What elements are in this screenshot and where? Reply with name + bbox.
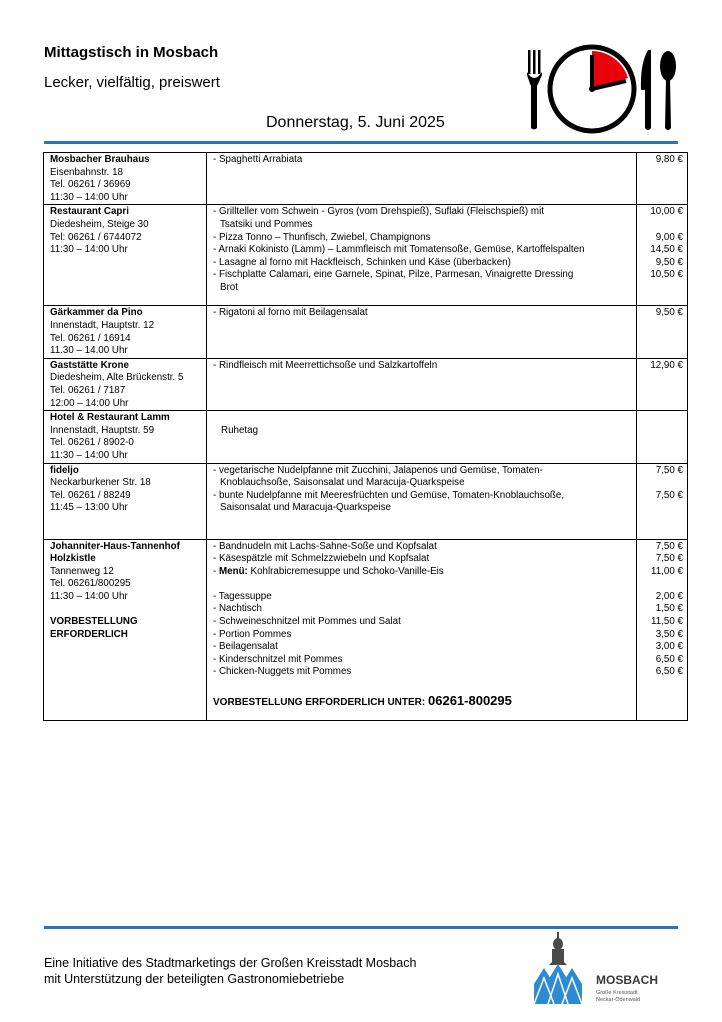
dish-price: 7,50 € [655, 553, 683, 565]
dish-price: 7,50 € [655, 464, 683, 476]
restaurant-address: Innenstadt, Hauptstr. 12 [50, 319, 155, 331]
restaurant-phone: Tel. 06261 / 8902-0 [50, 437, 134, 449]
restaurant-address: Innenstadt, Hauptstr. 59 [50, 424, 155, 436]
restaurant-phone: Tel. 06261 / 36969 [50, 179, 131, 191]
clock-icon [550, 47, 634, 131]
prices-cell [637, 205, 688, 306]
dish-menu [213, 566, 632, 579]
restaurant-phone: Tel. 06261 / 88249 [50, 489, 131, 501]
restaurant-cell [44, 411, 207, 463]
restaurant-address: Eisenbahnstr. 18 [50, 166, 123, 178]
dish: - Grillteller vom Schwein - Gyros (vom Drehspieß), Suflaki (Fleischspieß) mit [213, 206, 544, 218]
preorder-note: VORBESTELLUNG [50, 616, 138, 628]
dish-continued: Brot [220, 281, 238, 293]
restaurant-name: Hotel & Restaurant Lamm [50, 412, 170, 424]
dish-price: 7,50 € [655, 540, 683, 552]
dish-price: 2,00 € [655, 590, 683, 602]
dish-price: 7,50 € [655, 489, 683, 501]
dish-price: 11,00 € [651, 565, 683, 577]
restaurant-cell [44, 358, 207, 410]
dish: - Beilagensalat [213, 641, 278, 653]
restaurant-cell [44, 463, 207, 539]
restaurant-hours: 12:00 – 14:00 Uhr [50, 397, 129, 409]
table-row [44, 358, 688, 410]
mosbach-logo [530, 928, 680, 1006]
dish-price: 9,50 € [655, 256, 683, 268]
table-row [44, 463, 688, 539]
table-row [44, 539, 688, 720]
dish-price: 6,50 € [655, 666, 683, 678]
prices-cell [637, 463, 688, 539]
restaurant-address: Diedesheim, Alte Brückenstr. 5 [50, 372, 184, 384]
restaurant-hours: 11:30 – 14:00 Uhr [50, 590, 128, 602]
preorder-label: VORBESTELLUNG ERFORDERLICH UNTER: [213, 697, 426, 709]
restaurant-cell [44, 539, 207, 720]
dish-price: 6,50 € [655, 653, 683, 665]
restaurant-cell [44, 153, 207, 205]
footer-line: mit Unterstützung der beteiligten Gastronomiebetriebe [44, 972, 345, 986]
table-row [44, 205, 688, 306]
restaurant-address: Tannenweg 12 [50, 565, 114, 577]
dish: - Chicken-Nuggets mit Pommes [213, 666, 352, 678]
restaurant-hours: 11:30 – 14:00 Uhr [50, 191, 128, 203]
dish: - Rigatoni al forno mit Beilagensalat [213, 307, 368, 319]
restaurant-phone: Tel. 06261/800295 [50, 578, 131, 590]
dish: - Spaghetti Arrabiata [213, 154, 303, 165]
restaurant-name-line2: Holzkistle [50, 553, 96, 565]
restaurant-name: Gaststätte Krone [50, 359, 129, 371]
restaurant-name: Mosbacher Brauhaus [50, 154, 150, 165]
restaurant-phone: Tel. 06261 / 16914 [50, 332, 131, 344]
prices-cell [637, 153, 688, 205]
dish-price: 11,50 € [651, 616, 683, 628]
restaurant-hours: 11.30 – 14.00 Uhr [50, 345, 128, 357]
dish-price: 12,90 € [650, 359, 683, 371]
restaurant-hours: 11:30 – 14:00 Uhr [50, 449, 128, 461]
dishes-cell [207, 411, 637, 463]
prices-cell [637, 539, 688, 720]
restaurant-name: fideljo [50, 464, 79, 476]
dish-price: 10,50 € [650, 269, 683, 281]
dish-price: 14,50 € [650, 244, 683, 256]
dish-price: 3,00 € [655, 641, 683, 653]
dish: - Fischplatte Calamari, eine Garnele, Spinat, Pilze, Parmesan, Vinaigrette Dressing [213, 269, 574, 281]
menu-table [43, 152, 688, 721]
table-row [44, 411, 688, 463]
closed-label: Ruhetag [221, 425, 259, 437]
dish: - Nachtisch [213, 603, 262, 615]
dish: - Käsespätzle mit Schmelzzwiebeln und Kopfsalat [213, 553, 430, 565]
dish: - Arnaki Kokinisto (Lamm) – Lammfleisch mit Tomatensoße, Gemüse, Kartoffelspalten [213, 244, 585, 256]
logo-sub1: Große Kreisstadt [596, 990, 638, 996]
dish-continued: Saisonsalat und Maracuja-Quarkspeise [220, 502, 391, 514]
dish: - Portion Pommes [213, 628, 292, 640]
logo-sub2: Neckar-Odenwald [596, 997, 641, 1003]
dish: - Tagessuppe [213, 590, 272, 602]
lunch-logo [524, 42, 680, 136]
menu-label: Menü: [218, 565, 248, 577]
footer-line: Eine Initiative des Stadtmarketings der Großen Kreisstadt Mosbach [44, 956, 417, 970]
dish: - Kinderschnitzel mit Pommes [213, 653, 343, 665]
dishes-cell [207, 463, 637, 539]
footer-text [44, 955, 416, 987]
restaurant-name: Johanniter-Haus-Tannenhof [50, 540, 180, 552]
restaurant-phone: Tel. 06261 / 7187 [50, 384, 126, 396]
restaurant-address: Diedesheim, Steige 30 [50, 218, 149, 230]
dishes-cell [207, 205, 637, 306]
dish-price: 3,50 € [655, 628, 683, 640]
dish: - Pizza Tonno – Thunfisch, Zwiebel, Champignons [213, 231, 431, 243]
restaurant-cell [44, 306, 207, 358]
dish-price: 10,00 € [650, 206, 683, 218]
logo-name: MOSBACH [596, 973, 658, 987]
restaurant-phone: Tel: 06261 / 6744072 [50, 231, 142, 243]
spoon-icon [660, 51, 676, 130]
menu-date: Donnerstag, 5. Juni 2025 [266, 114, 445, 131]
dish-price: 9,50 € [655, 307, 683, 319]
preorder-line [213, 695, 632, 710]
dishes-cell [207, 358, 637, 410]
restaurant-hours: 11:30 – 14:00 Uhr [50, 244, 128, 256]
restaurant-cell [44, 205, 207, 306]
dish: - Rindfleisch mit Meerrettichsoße und Salzkartoffeln [213, 359, 438, 371]
dishes-cell [207, 539, 637, 720]
dish: - Bandnudeln mit Lachs-Sahne-Soße und Kopfsalat [213, 540, 437, 552]
prices-cell [637, 411, 688, 463]
dishes-cell [207, 306, 637, 358]
preorder-phone: 06261-800295 [428, 693, 512, 709]
restaurant-name: Gärkammer da Pino [50, 307, 143, 319]
table-row [44, 306, 688, 358]
menu-text: Kohlrabicremesuppe und Schoko-Vanille-Eis [247, 565, 444, 577]
prices-cell [637, 306, 688, 358]
church-tower-icon [534, 932, 582, 1004]
page-title: Mittagstisch in Mosbach [44, 44, 219, 61]
restaurant-hours: 11:45 – 13:00 Uhr [50, 502, 128, 514]
prices-cell [637, 358, 688, 410]
dish-continued: Knoblauchsoße, Saisonsalat und Maracuja-Quarkspeise [220, 477, 465, 489]
page-subtitle: Lecker, vielfältig, preiswert [44, 74, 220, 91]
fork-icon [527, 50, 542, 130]
dish: - Schweineschnitzel mit Pommes und Salat [213, 616, 401, 628]
dish-prefix: - [213, 565, 219, 577]
dish: - vegetarische Nudelpfanne mit Zucchini, Jalapenos und Gemüse, Tomaten- [213, 464, 543, 476]
table-row [44, 153, 688, 205]
dish-price: 1,50 € [655, 603, 683, 615]
knife-icon [641, 50, 651, 130]
header-rule [44, 141, 678, 144]
dish: - Lasagne al forno mit Hackfleisch, Schinken und Käse (überbacken) [213, 256, 511, 268]
restaurant-address: Neckarburkener Str. 18 [50, 477, 151, 489]
dish-continued: Tsatsiki und Pommes [220, 218, 313, 230]
restaurant-name: Restaurant Capri [50, 206, 129, 218]
dish: - bunte Nudelpfanne mit Meeresfrüchten und Gemüse, Tomaten-Knoblauchsoße, [213, 489, 565, 501]
dishes-cell [207, 153, 637, 205]
dish-price: 9,80 € [655, 154, 683, 165]
preorder-note-line2: ERFORDERLICH [50, 628, 128, 640]
dish-price: 9,00 € [655, 231, 683, 243]
